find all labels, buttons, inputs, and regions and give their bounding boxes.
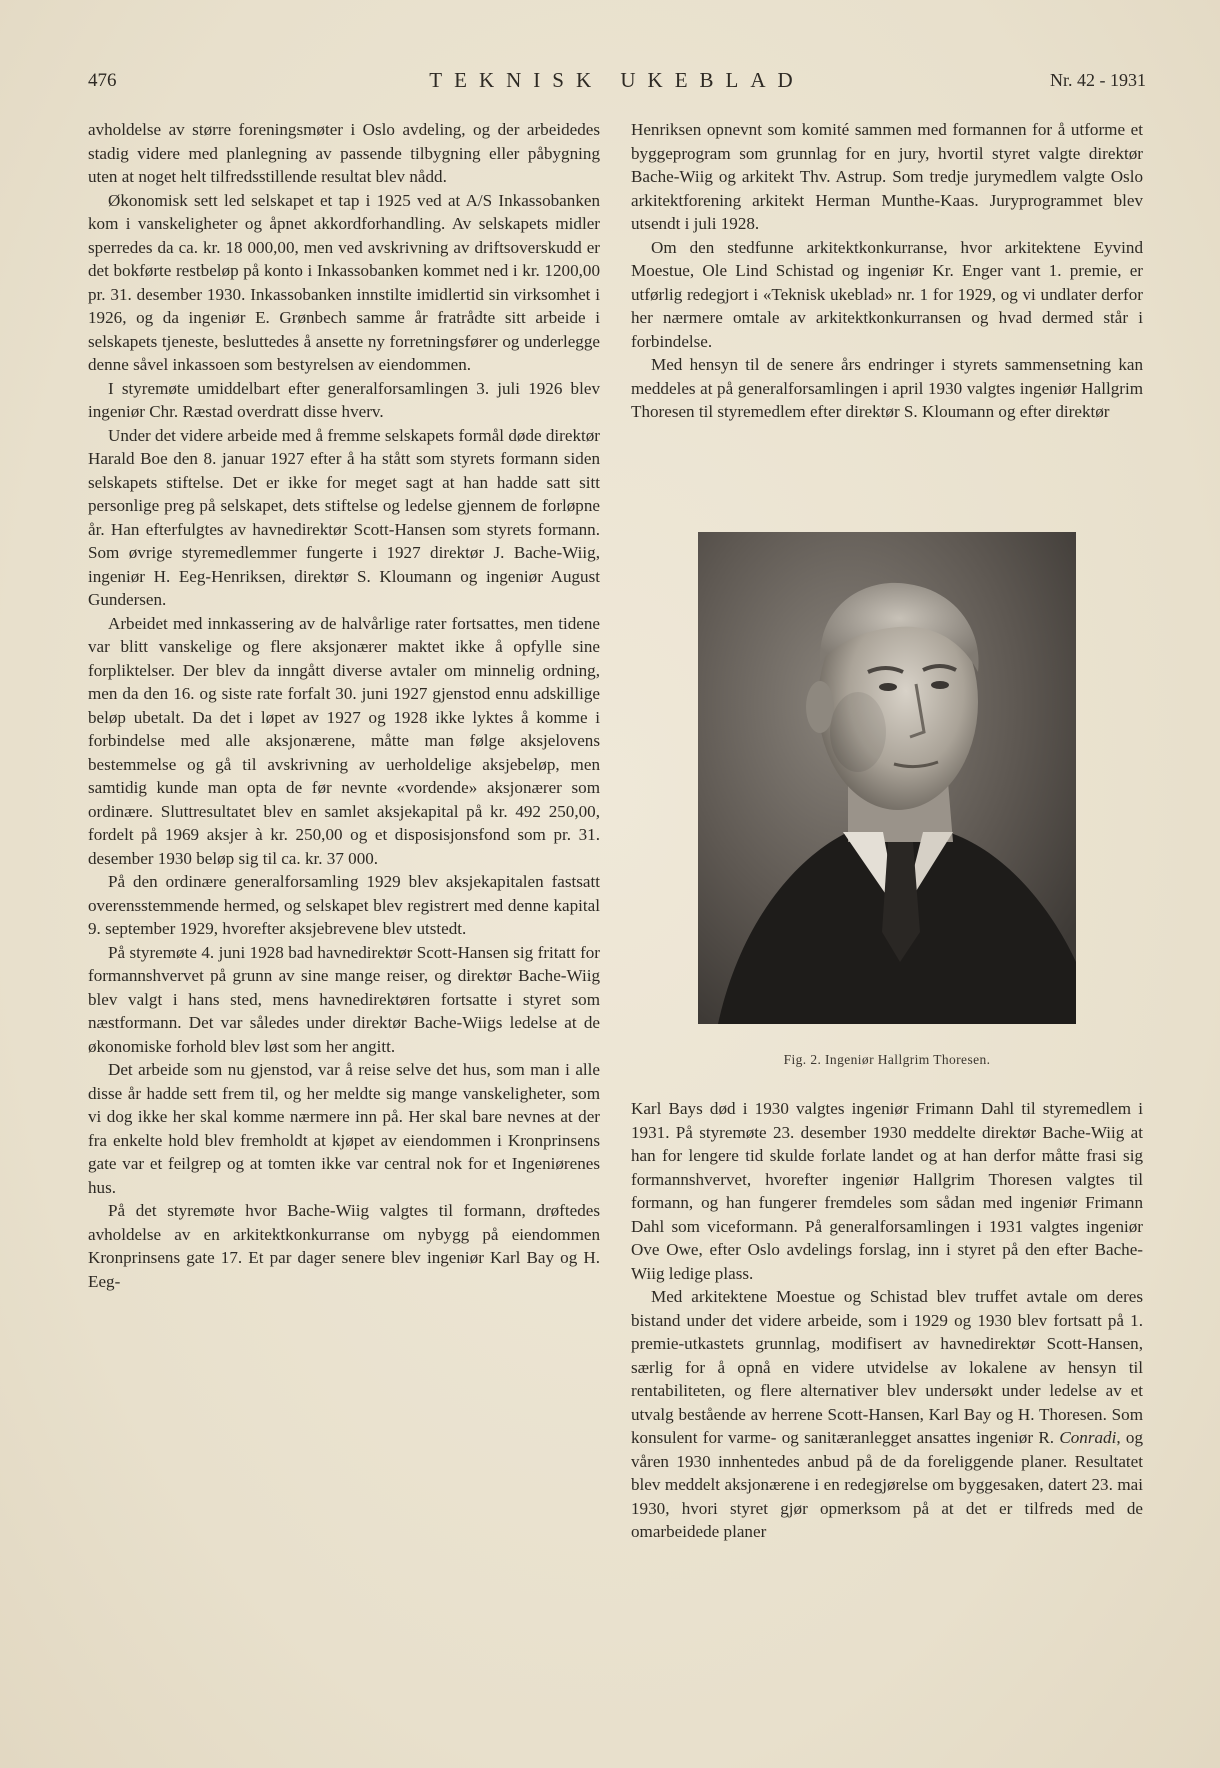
- paragraph: Økonomisk sett led selskapet et tap i 1925 ved at A/S Inkassobanken kom i vanskeligheter og åpnet akkordforhandling. Av selskapets midler sperredes da ca. kr. 18 000,00, men ved avskrivning av driftsoverskudd er det bokførte restbeløp på konto i Inkassobanken kommet ned i kr. 1200,00 pr. 31. desember 1930. Inkassobanken innstilte imidlertid sin virksomhet i 1926, og da ingeniør E. Grønbech samme år fratrådte sitt arbeide i selskapets tjeneste, besluttedes å ansette ny forretningsfører og underlegge denne såvel inkassoen som bestyrelsen av eiendommen.: [88, 190, 600, 374]
- paragraph: Henriksen opnevnt som komité sammen med formannen for å utforme et byggeprogram som grunnlag for en jury, hvortil styret valgte direktør Bache-Wiig og arkitekt Thv. Astrup. Som tredje jurymedlem valgte Oslo arkitektforening arkitekt Herman Munthe-Kaas. Juryprogrammet blev utsendt i juli 1928.: [631, 120, 1143, 233]
- paragraph: Arbeidet med innkassering av de halvårlige rater fortsattes, men tidene var blitt vanskelige og flere aksjonærer maktet ikke å opfylle sine forpliktelser. Der blev da inngått diverse avtaler om minnelig ordning, men da den 16. og siste rate forfalt 30. juni 1927 gjenstod ennu adskillige beløp ubetalt. Da det i løpet av 1927 og 1928 ikke lyktes å komme i forbindelse med alle aksjonærene, måtte man følge aksjelovens bestemmelse og gå til avskrivning av uerholdelige aksjebeløp, men samtidig kunde man opta de før nevnte «vordende» aksjonærer som ordinære. Sluttresultatet blev en samlet aksjekapital på kr. 492 250,00, fordelt på 1969 aksjer à kr. 250,00 og et disposisjonsfond som pr. 31. desember 1930 beløp sig til ca. kr. 37 000.: [88, 613, 600, 868]
- paragraph: Karl Bays død i 1930 valgtes ingeniør Frimann Dahl til styremedlem i 1931. På styremøte 23. desember 1930 meddelte direktør Bache-Wiig at han for lengere tid skulde forlate landet og at han derfor måtte frasi sig formannshvervet, hvorefter ingeniør Hallgrim Thoresen valgtes til formann, og han fungerer fremdeles som sådan med ingeniør Frimann Dahl som viceformann. På generalforsamlingen i 1931 valgtes ingeniør Ove Owe, efter Oslo avdelings forslag, inn i styret på den efter Bache-Wiig ledige plass.: [631, 1099, 1143, 1283]
- paragraph: Med hensyn til de senere års endringer i styrets sammensetning kan meddeles at på generalforsamlingen i april 1930 valgtes ingeniør Hallgrim Thoresen til styremedlem efter direktør S. Kloumann og efter direktør: [631, 355, 1143, 421]
- page-number: 476: [88, 70, 117, 91]
- paragraph-text: Med arkitektene Moestue og Schistad blev truffet avtale om deres bistand under det videre arbeide, som i 1929 og 1930 blev fortsatt på 1. premie-utkastets grunnlag, modifisert av havnedirektør Scott-Hansen, særlig for å opnå en videre utvidelse av lokalene av hensyn til rentabiliteten, og flere alternativer blev undersøkt under ledelse av et utvalg bestående av herrene Scott-Hansen, Karl Bay og H. Thoresen. Som konsulent for varme- og sanitæranlegget ansattes ingeniør R.: [631, 1287, 1143, 1447]
- paragraph-text: , og våren 1930 innhentedes anbud på de da foreliggende planer. Resultatet blev meddelt aksjonærene i en redegjørelse om byggesaken, datert 23. mai 1930, hvori styret gjør opmerksom på at det er tilfreds med de omarbeidede planer: [631, 1428, 1144, 1541]
- paragraph: På det styremøte hvor Bache-Wiig valgtes til formann, drøftedes avholdelse av en arkitektkonkurranse om nybygg på eiendommen Kronprinsens gate 17. Et par dager senere blev ingeniør Karl Bay og H. Eeg-: [88, 1201, 600, 1291]
- paragraph: I styremøte umiddelbart efter generalforsamlingen 3. juli 1926 blev ingeniør Chr. Ræstad overdratt disse hverv.: [88, 378, 600, 421]
- paragraph: På den ordinære generalforsamling 1929 blev aksjekapitalen fastsatt overensstemmende hermed, og selskapet blev registrert med denne kapital 9. september 1929, hvorefter aksjebrevene blev utstedt.: [88, 872, 600, 938]
- paragraph: avholdelse av større foreningsmøter i Oslo avdeling, og der arbeidedes stadig videre med planlegning av passende tilbygning eller påbygning uten at noget helt tilfredsstillende resultat blev nådd.: [88, 120, 600, 186]
- paragraph: På styremøte 4. juni 1928 bad havnedirektør Scott-Hansen sig fritatt for formannshvervet på grunn av sine mange reiser, og direktør Bache-Wiig blev valgt i hans sted, mens havnedirektøren fortsatte i styret som næstformann. Det var således under direktør Bache-Wiigs ledelse at de økonomiske forhold blev løst som her angitt.: [88, 942, 600, 1056]
- person-name: Conradi: [1059, 1428, 1117, 1447]
- running-header: [88, 64, 1146, 98]
- portrait-photo: [698, 532, 1076, 1024]
- journal-title: TEKNISK UKEBLAD: [429, 68, 805, 92]
- portrait-illustration: [698, 532, 1076, 1024]
- paragraph: Under det videre arbeide med å fremme selskapets formål døde direktør Harald Boe den 8. januar 1927 efter å ha stått som styrets formann siden selskapets stiftelse. Det er ikke for meget sagt at han hadde satt sitt personlige preg på selskapet, dets stiftelse og ledelse gjennem de forløpne år. Han efterfulgtes av havnedirektør Scott-Hansen som styrets formann. Som øvrige styremedlemmer fungerte i 1927 direktør J. Bache-Wiig, ingeniør H. Eeg-Henriksen, direktør S. Kloumann og ingeniør August Gundersen.: [88, 425, 600, 609]
- figure-caption: Fig. 2. Ingeniør Hallgrim Thoresen.: [783, 1052, 991, 1067]
- paragraph: Det arbeide som nu gjenstod, var å reise selve det hus, som man i alle disse år hadde sett frem til, og her meldte sig mange vanskeligheter, som vi dog ikke her skal komme nærmere inn på. Her skal bare nevnes at der fra enkelte hold blev fremholdt at kjøpet av eiendommen i Kronprinsens gate var et feilgrep og at tomten ikke var central nok for et Ingeniørenes hus.: [88, 1060, 600, 1197]
- issue-number: Nr. 42 - 1931: [1050, 70, 1146, 90]
- right-column-top: [631, 118, 1143, 424]
- paragraph: Om den stedfunne arkitektkonkurranse, hvor arkitektene Eyvind Moestue, Ole Lind Schistad og ingeniør Kr. Enger vant 1. premie, er utførlig redegjort i «Teknisk ukeblad» nr. 1 for 1929, og vi undlater derfor her nærmere omtale av arkitektkonkurransen og hvad dermed står i forbindelse.: [631, 237, 1143, 351]
- right-column-bottom: [631, 1097, 1143, 1544]
- left-column: [88, 118, 600, 1293]
- paragraph: [631, 1285, 1143, 1544]
